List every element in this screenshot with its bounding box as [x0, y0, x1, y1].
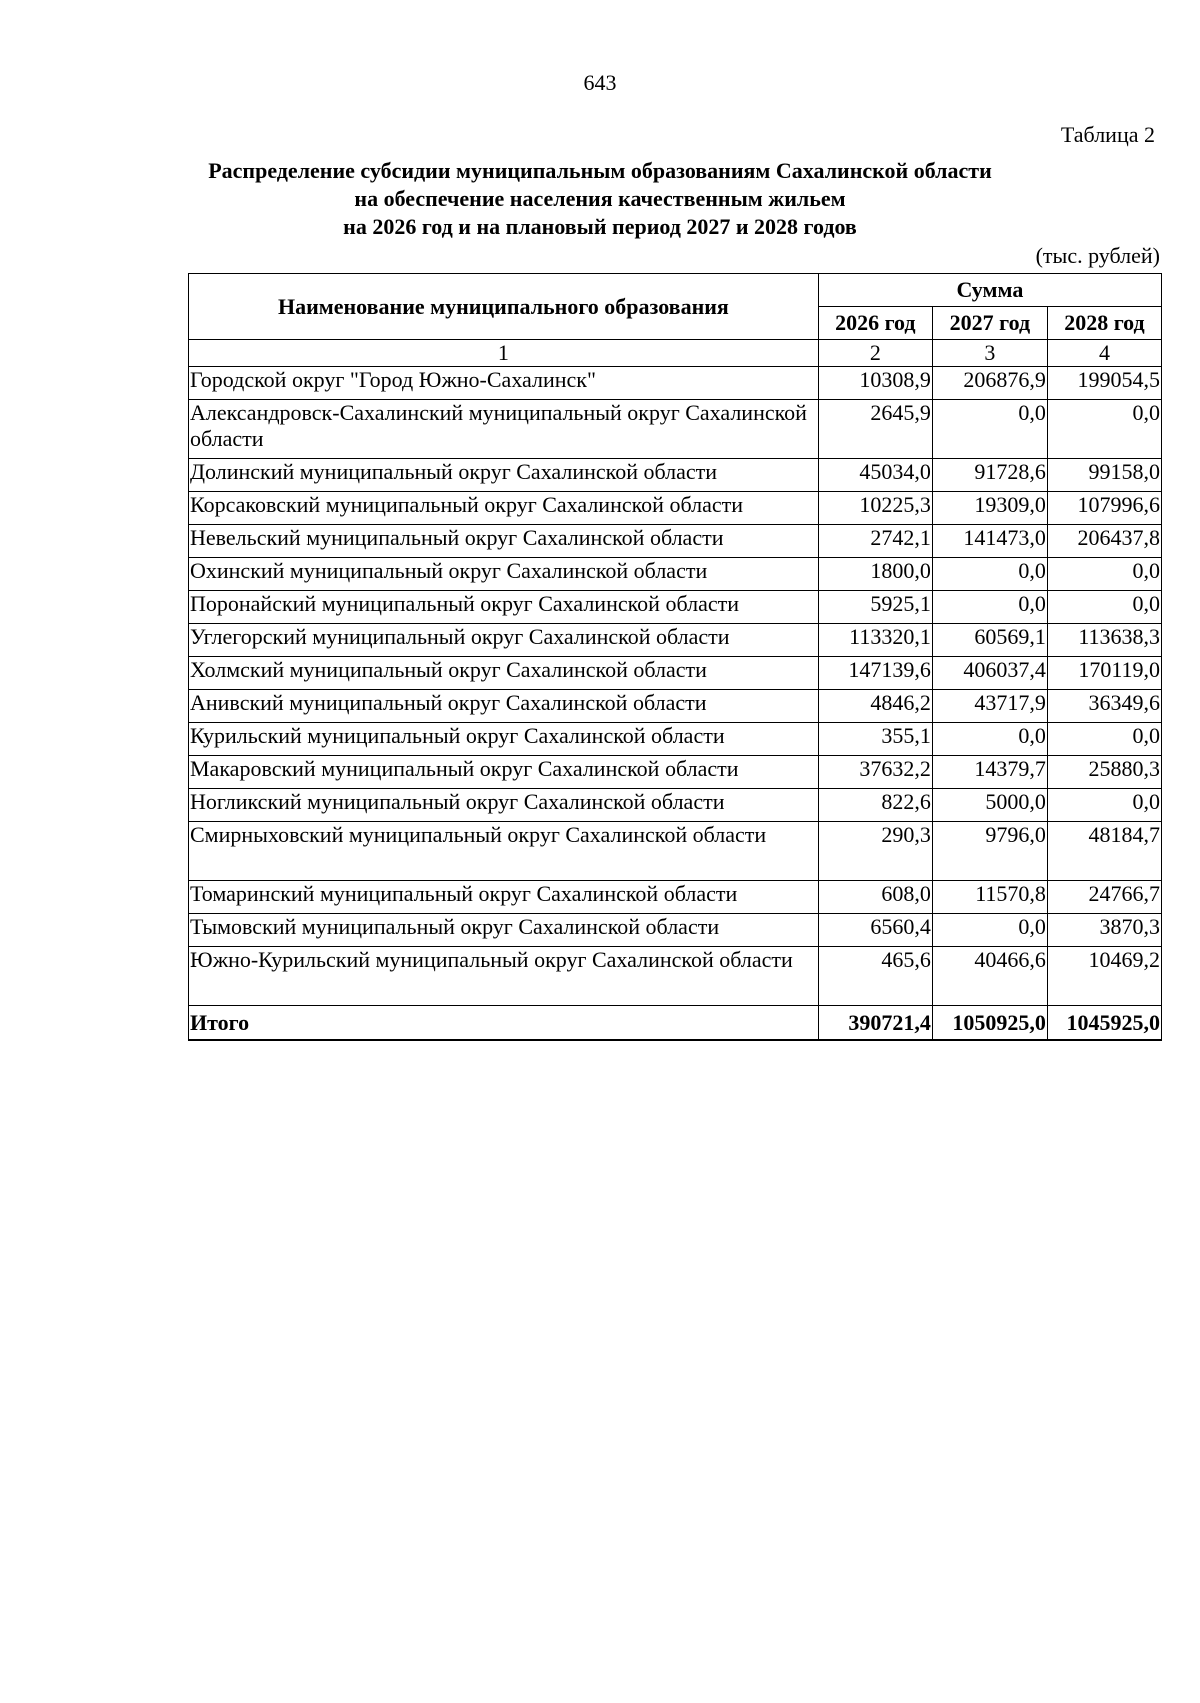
municipality-name: Холмский муниципальный округ Сахалинской области	[189, 657, 819, 690]
value-2026: 10308,9	[818, 367, 932, 400]
column-index: 3	[932, 340, 1047, 367]
header-year-2028: 2028 год	[1047, 307, 1161, 340]
value-2027: 206876,9	[932, 367, 1047, 400]
title-line: на обеспечение населения качественным жильем	[354, 186, 846, 211]
table-body	[189, 367, 1162, 1041]
table-row	[189, 881, 1162, 914]
table-row	[189, 657, 1162, 690]
header-year-2026: 2026 год	[818, 307, 932, 340]
table-label: Таблица 2	[1060, 122, 1155, 147]
value-2026: 5925,1	[818, 591, 932, 624]
municipality-name: Тымовский муниципальный округ Сахалинской области	[189, 914, 819, 947]
value-2027: 9796,0	[932, 822, 1047, 881]
municipality-name: Углегорский муниципальный округ Сахалинской области	[189, 624, 819, 657]
value-2028: 113638,3	[1047, 624, 1161, 657]
value-2027: 0,0	[932, 400, 1047, 459]
value-2027: 0,0	[932, 591, 1047, 624]
table-row	[189, 690, 1162, 723]
value-2028: 99158,0	[1047, 459, 1161, 492]
value-2026: 10225,3	[818, 492, 932, 525]
municipality-name: Ногликский муниципальный округ Сахалинской области	[189, 789, 819, 822]
table-row	[189, 624, 1162, 657]
value-2027: 11570,8	[932, 881, 1047, 914]
column-index: 1	[189, 340, 819, 367]
table-row	[189, 367, 1162, 400]
value-2028: 3870,3	[1047, 914, 1161, 947]
value-2028: 36349,6	[1047, 690, 1161, 723]
total-row	[189, 1006, 1162, 1041]
value-2026: 290,3	[818, 822, 932, 881]
value-2026: 822,6	[818, 789, 932, 822]
value-2026: 45034,0	[818, 459, 932, 492]
table-row	[189, 723, 1162, 756]
value-2028: 0,0	[1047, 591, 1161, 624]
value-2027: 19309,0	[932, 492, 1047, 525]
title-line: Распределение субсидии муниципальным образованиям Сахалинской области	[208, 158, 992, 183]
value-2026: 147139,6	[818, 657, 932, 690]
municipality-name: Анивский муниципальный округ Сахалинской области	[189, 690, 819, 723]
units-label: (тыс. рублей)	[1035, 243, 1160, 268]
value-2028: 48184,7	[1047, 822, 1161, 881]
value-2026: 1800,0	[818, 558, 932, 591]
value-2028: 25880,3	[1047, 756, 1161, 789]
page-number: 643	[583, 70, 617, 95]
value-2028: 0,0	[1047, 723, 1161, 756]
value-2026: 6560,4	[818, 914, 932, 947]
subsidy-table	[188, 273, 1162, 1041]
value-2026: 37632,2	[818, 756, 932, 789]
value-2026: 608,0	[818, 881, 932, 914]
municipality-name: Городской округ "Город Южно-Сахалинск"	[189, 367, 819, 400]
municipality-name: Томаринский муниципальный округ Сахалинской области	[189, 881, 819, 914]
value-2027: 40466,6	[932, 947, 1047, 1006]
value-2028: 0,0	[1047, 400, 1161, 459]
municipality-name: Александровск-Сахалинский муниципальный округ Сахалинской области	[189, 400, 819, 459]
header-year-2027: 2027 год	[932, 307, 1047, 340]
column-index: 4	[1047, 340, 1161, 367]
value-2027: 141473,0	[932, 525, 1047, 558]
value-2027: 0,0	[932, 558, 1047, 591]
value-2028: 199054,5	[1047, 367, 1161, 400]
value-2027: 0,0	[932, 723, 1047, 756]
table-row	[189, 525, 1162, 558]
table-row	[189, 914, 1162, 947]
municipality-name: Макаровский муниципальный округ Сахалинской области	[189, 756, 819, 789]
value-2027: 60569,1	[932, 624, 1047, 657]
table-row	[189, 756, 1162, 789]
total-2028: 1045925,0	[1047, 1006, 1161, 1041]
value-2028: 10469,2	[1047, 947, 1161, 1006]
municipality-name: Смирныховский муниципальный округ Сахалинской области	[189, 822, 819, 881]
value-2027: 43717,9	[932, 690, 1047, 723]
document-title	[0, 157, 1200, 241]
table-row	[189, 492, 1162, 525]
value-2028: 170119,0	[1047, 657, 1161, 690]
total-2026: 390721,4	[818, 1006, 932, 1041]
municipality-name: Корсаковский муниципальный округ Сахалинской области	[189, 492, 819, 525]
value-2027: 14379,7	[932, 756, 1047, 789]
municipality-name: Долинский муниципальный округ Сахалинской области	[189, 459, 819, 492]
value-2026: 113320,1	[818, 624, 932, 657]
header-sum: Сумма	[818, 274, 1161, 307]
table-row	[189, 558, 1162, 591]
municipality-name: Курильский муниципальный округ Сахалинской области	[189, 723, 819, 756]
value-2026: 4846,2	[818, 690, 932, 723]
title-line: на 2026 год и на плановый период 2027 и 2028 годов	[343, 214, 857, 239]
total-label: Итого	[189, 1006, 819, 1041]
value-2028: 0,0	[1047, 558, 1161, 591]
value-2027: 406037,4	[932, 657, 1047, 690]
municipality-name: Охинский муниципальный округ Сахалинской области	[189, 558, 819, 591]
value-2028: 107996,6	[1047, 492, 1161, 525]
value-2027: 5000,0	[932, 789, 1047, 822]
table-row	[189, 591, 1162, 624]
table-row	[189, 947, 1162, 1006]
value-2026: 465,6	[818, 947, 932, 1006]
value-2027: 0,0	[932, 914, 1047, 947]
municipality-name: Поронайский муниципальный округ Сахалинской области	[189, 591, 819, 624]
table-row	[189, 789, 1162, 822]
municipality-name: Южно-Курильский муниципальный округ Сахалинской области	[189, 947, 819, 1006]
value-2028: 24766,7	[1047, 881, 1161, 914]
column-index: 2	[818, 340, 932, 367]
table-row	[189, 400, 1162, 459]
value-2026: 355,1	[818, 723, 932, 756]
total-2027: 1050925,0	[932, 1006, 1047, 1041]
table-row	[189, 459, 1162, 492]
value-2026: 2645,9	[818, 400, 932, 459]
table-row	[189, 822, 1162, 881]
value-2027: 91728,6	[932, 459, 1047, 492]
value-2026: 2742,1	[818, 525, 932, 558]
header-name-column: Наименование муниципального образования	[189, 274, 819, 340]
value-2028: 206437,8	[1047, 525, 1161, 558]
municipality-name: Невельский муниципальный округ Сахалинской области	[189, 525, 819, 558]
value-2028: 0,0	[1047, 789, 1161, 822]
